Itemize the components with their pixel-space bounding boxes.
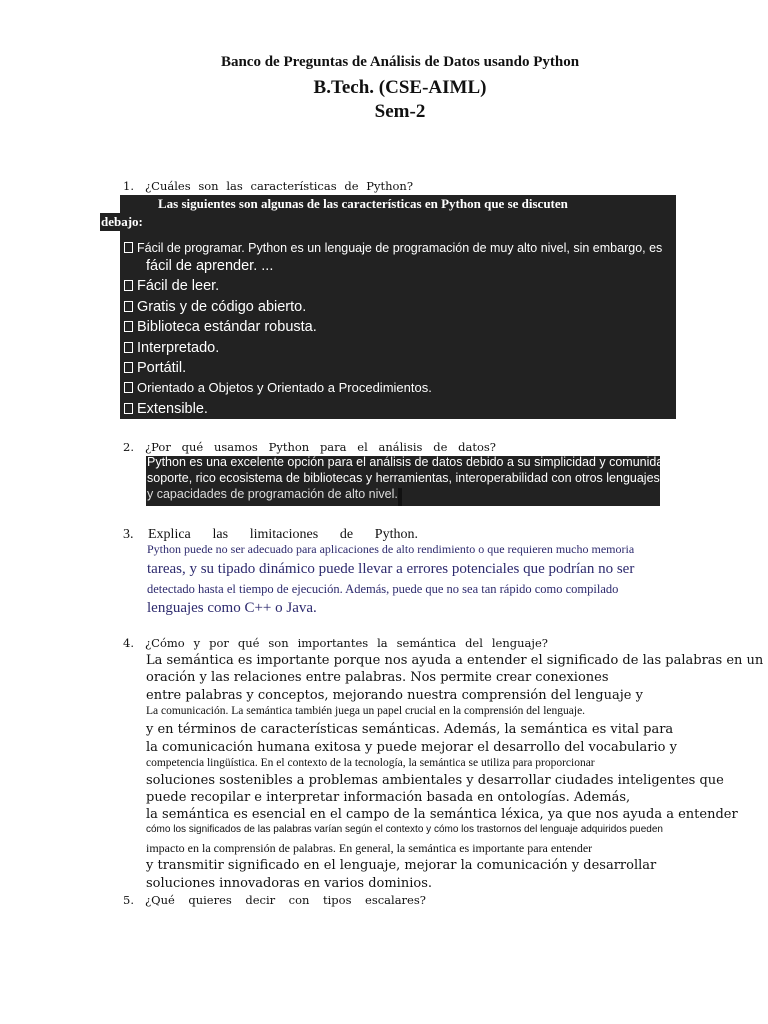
bullet-item: Gratis y de código abierto. — [124, 299, 306, 315]
question-text — [148, 527, 418, 543]
q3-answer-line: lenguajes como C++ o Java. — [147, 600, 317, 616]
question-word: limitaciones — [249, 527, 319, 542]
question-word: datos? — [458, 440, 496, 454]
question-word: análisis — [378, 440, 423, 454]
question-word: las — [212, 527, 229, 542]
q3-answer-line: tareas, y su tipado dinámico puede llevar a errores potenciales que podrían no ser — [147, 561, 635, 577]
missing-glyph-icon — [124, 321, 133, 332]
question-word: ¿Por — [145, 440, 171, 454]
q4-answer-line: cómo los significados de las palabras varían según el contexto y cómo los trastornos del lenguaje adquiridos pueden — [146, 824, 663, 835]
question-word: semántica — [396, 636, 457, 650]
q4-answer-line: impacto en la comprensión de palabras. En general, la semántica es importante para entender — [146, 841, 593, 855]
q2-answer-line: y capacidades de programación de alto nivel. — [147, 487, 398, 501]
question-word: de — [339, 527, 354, 542]
missing-glyph-icon — [124, 301, 133, 312]
question-word: Explica — [148, 527, 191, 542]
missing-glyph-icon — [124, 382, 133, 393]
q2-cursor-bar — [398, 488, 402, 506]
q4-answer-line: entre palabras y conceptos, mejorando nuestra comprensión del lenguaje y — [146, 688, 643, 703]
question-word: el — [357, 440, 368, 454]
bullet-item: Orientado a Objetos y Orientado a Procedimientos. — [124, 380, 432, 395]
q4-answer-line: competencia lingüística. En el contexto de la tecnología, la semántica se utiliza para proporcionar — [146, 757, 595, 769]
q1-intro-line1: Las siguientes son algunas de las características en Python que se discuten — [158, 196, 568, 211]
q4-answer-line: y transmitir significado en el lenguaje, mejorar la comunicación y desarrollar — [146, 858, 657, 873]
bullet-item: Biblioteca estándar robusta. — [124, 319, 317, 335]
bullet-continuation: fácil de aprender. ... — [146, 258, 274, 274]
question-number: 1. — [123, 179, 134, 193]
question-word: escalares? — [365, 893, 426, 907]
missing-glyph-icon — [124, 280, 133, 291]
bullet-item: Extensible. — [124, 401, 208, 417]
document-title: Banco de Preguntas de Análisis de Datos usando Python — [220, 54, 580, 70]
question-number: 2. — [123, 440, 134, 454]
q4-answer-line: la semántica es esencial en el campo de la semántica léxica, ya que nos ayuda a entender — [146, 807, 738, 822]
question-word: Python — [268, 440, 310, 454]
bullet-item: Fácil de programar. Python es un lenguaje de programación de muy alto nivel, sin embargo, es — [124, 241, 662, 255]
q2-answer-line: soporte, rico ecosistema de bibliotecas y herramientas, interoperabilidad con otros lenguajes, — [147, 471, 664, 485]
question-word: las — [226, 179, 243, 193]
question-word: qué — [237, 636, 260, 650]
q3-answer-line: Python puede no ser adecuado para aplicaciones de alto rendimiento o que requieren mucho memoria — [147, 542, 635, 556]
question-word: de — [344, 179, 359, 193]
question-word: del — [465, 636, 483, 650]
question-word: quieres — [188, 893, 232, 907]
question-word: usamos — [213, 440, 258, 454]
q1-intro-line2: debajo: — [101, 214, 143, 229]
question-word: la — [377, 636, 388, 650]
q4-answer-line: la comunicación humana exitosa y puede mejorar el desarrollo del vocabulario y — [146, 740, 677, 755]
question-word: ¿Cómo — [145, 636, 185, 650]
q4-answer-line: puede recopilar e interpretar información basada en ontologías. Además, — [146, 790, 631, 805]
missing-glyph-icon — [124, 342, 133, 353]
q4-answer-line: La comunicación. La semántica también juega un papel crucial en la comprensión del lenguaje. — [146, 705, 586, 717]
question-word: de — [433, 440, 448, 454]
question-word: ¿Cuáles — [145, 179, 191, 193]
question-word: importantes — [297, 636, 369, 650]
question-word: con — [288, 893, 310, 907]
question-text — [145, 440, 496, 454]
question-word: Python. — [374, 527, 418, 542]
question-word: tipos — [322, 893, 352, 907]
question-text — [145, 893, 426, 907]
missing-glyph-icon — [124, 362, 133, 373]
q3-answer-line: detectado hasta el tiempo de ejecución. Además, puede que no sea tan rápido como compilado — [147, 582, 619, 596]
question-number: 5. — [123, 893, 134, 907]
question-text — [145, 636, 548, 650]
question-word: ¿Qué — [145, 893, 175, 907]
semester-heading: Sem-2 — [374, 101, 426, 122]
q4-answer-line: y en términos de características semánticas. Además, la semántica es vital para — [146, 722, 674, 737]
question-word: características — [250, 179, 337, 193]
q4-answer-line: soluciones innovadoras en varios dominios. — [146, 876, 432, 891]
missing-glyph-icon — [124, 403, 133, 414]
q4-answer-line: oración y las relaciones entre palabras. Nos permite crear conexiones — [146, 670, 609, 685]
question-text — [145, 179, 413, 193]
question-word: por — [209, 636, 229, 650]
question-word: qué — [181, 440, 204, 454]
q2-answer-line: Python es una excelente opción para el análisis de datos debido a su simplicidad y comunidad — [147, 455, 671, 469]
bullet-item: Interpretado. — [124, 340, 219, 356]
question-word: y — [193, 636, 201, 650]
question-number: 4. — [123, 636, 134, 650]
q4-answer-line: La semántica es importante porque nos ayuda a entender el significado de las palabras en un — [146, 653, 764, 668]
question-word: son — [198, 179, 219, 193]
question-word: para — [319, 440, 347, 454]
question-word: Python? — [366, 179, 413, 193]
question-word: son — [268, 636, 289, 650]
program-heading: B.Tech. (CSE-AIML) — [313, 77, 487, 98]
question-word: decir — [245, 893, 276, 907]
question-number: 3. — [123, 527, 134, 542]
bullet-item: Portátil. — [124, 360, 186, 376]
question-word: lenguaje? — [491, 636, 548, 650]
missing-glyph-icon — [124, 242, 133, 253]
q4-answer-line: soluciones sostenibles a problemas ambientales y desarrollar ciudades inteligentes que — [146, 773, 724, 788]
bullet-item: Fácil de leer. — [124, 278, 219, 294]
